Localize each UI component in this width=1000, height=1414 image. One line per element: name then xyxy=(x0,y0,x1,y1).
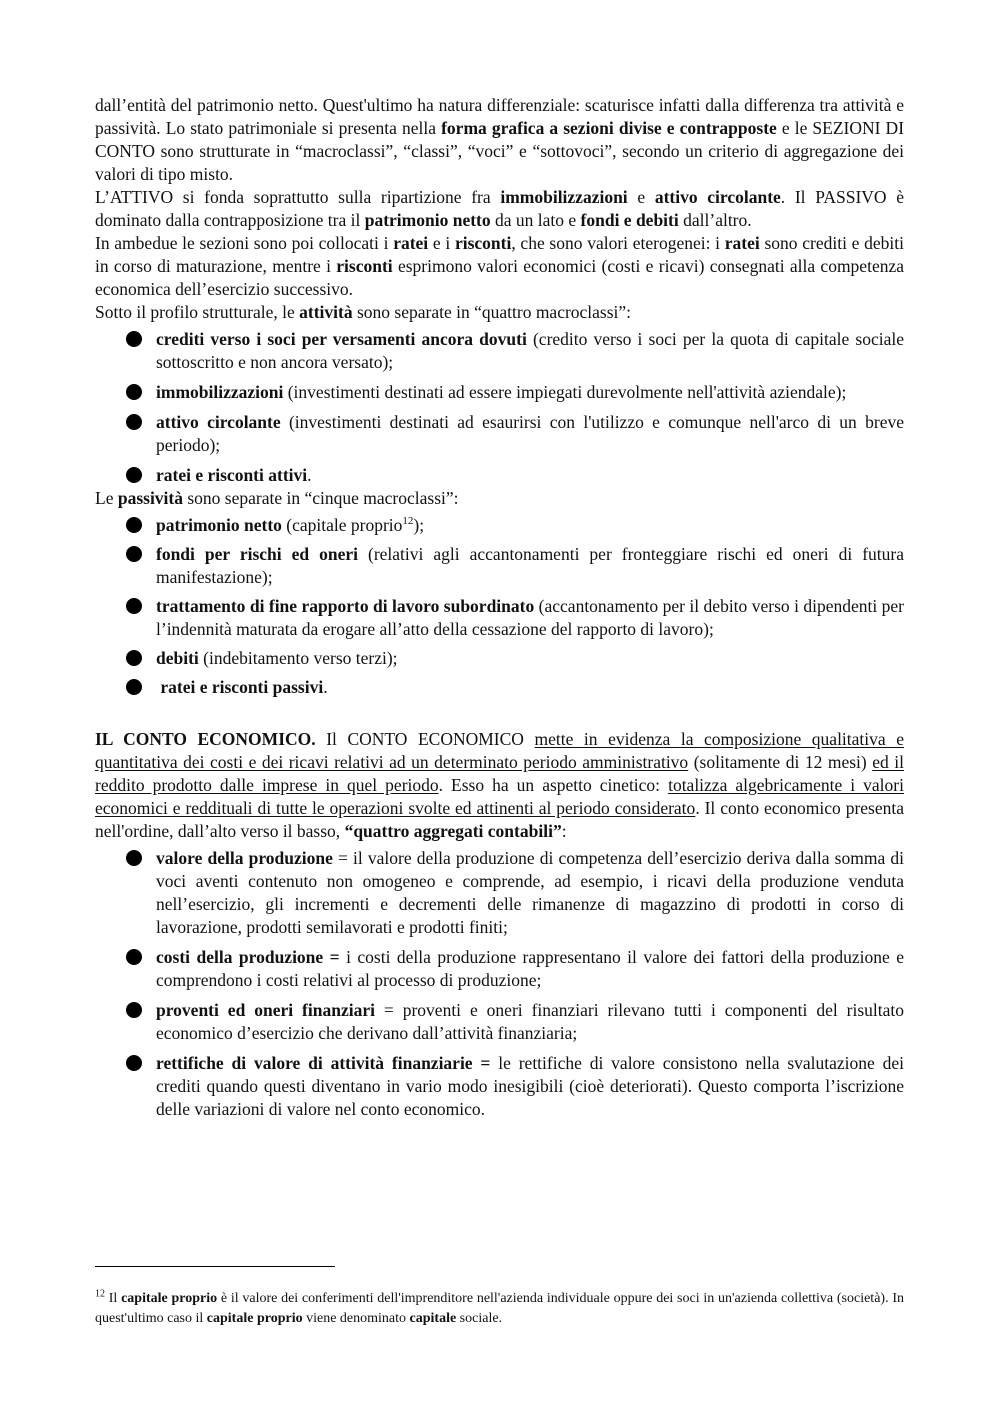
text: sono crediti e debiti in corso di maturazione, mentre i xyxy=(95,233,904,276)
text: (credito verso i soci per la quota di capitale sociale sottoscritto e non ancora versato); xyxy=(156,329,904,372)
underlined-text: mette in evidenza la composizione qualitativa e quantitativa dei costi e dei ricavi relativi ad un determinato periodo amministrativo xyxy=(95,729,904,772)
bold-text: ratei xyxy=(393,233,429,253)
text: In ambedue le sezioni sono poi collocati i xyxy=(95,233,394,253)
text: le rettifiche di valore consistono nella svalutazione dei crediti quando questi diventano in vario modo inesigibili (cioè deteriorati). Questo comporta l’iscrizione delle variazioni di valore nel conto economico. xyxy=(156,1053,905,1119)
text: Le xyxy=(95,488,118,508)
conto-economico-paragraph xyxy=(95,728,904,843)
text: . Esso ha un aspetto cinetico: xyxy=(438,775,669,795)
bold-text: forma grafica a sezioni divise e contrapposte xyxy=(441,118,777,138)
bold-text: attivo circolante xyxy=(156,412,281,432)
text: Il CONTO ECONOMICO xyxy=(315,729,535,749)
text: da un lato e xyxy=(490,210,581,230)
bold-text: crediti verso i soci per versamenti ancora dovuti xyxy=(156,329,527,349)
attivita-list xyxy=(95,328,904,487)
text: Il xyxy=(105,1291,122,1306)
list-item xyxy=(95,381,904,404)
list-item xyxy=(95,514,904,537)
intro-paragraph xyxy=(95,94,904,186)
text: sono separate in “quattro macroclassi”: xyxy=(352,302,632,322)
section-heading: IL CONTO ECONOMICO. xyxy=(95,729,316,749)
text: ); xyxy=(413,515,425,535)
text: : xyxy=(561,821,567,841)
bold-text: immobilizzazioni xyxy=(156,382,284,402)
text: = il valore della produzione di competenza dell’esercizio deriva dalla somma di voci aventi contenuto non omogeneo e comprende, ad esempio, i ricavi della produzione venduta nell’esercizio, gli incrementi e decrementi delle rimanenze di magazzino di prodotti in corso di lavorazione, prodotti semilavorati e prodotti finiti; xyxy=(156,848,904,937)
bold-text: ratei e risconti attivi xyxy=(156,465,308,485)
text: = proventi e oneri finanziari rilevano tutti i componenti del risultato economico d’esercizio che derivano dall’attività finanziaria; xyxy=(156,1000,904,1043)
bold-text: capitale proprio xyxy=(206,1311,303,1326)
bold-text: proventi ed oneri finanziari xyxy=(156,1000,375,1020)
spacer xyxy=(95,705,904,728)
page-body xyxy=(95,94,904,1128)
list-item xyxy=(95,946,904,992)
text: sociale. xyxy=(456,1311,503,1326)
text: e xyxy=(627,187,655,207)
footnote-number: 12 xyxy=(95,1288,105,1300)
text: (solitamente di 12 mesi) xyxy=(688,752,873,772)
text: . xyxy=(307,465,312,485)
bold-text: valore della produzione xyxy=(156,848,333,868)
bold-text: debiti xyxy=(156,648,199,668)
bold-text: rettifiche di valore di attività finanziarie = xyxy=(156,1053,491,1073)
bold-text: immobilizzazioni xyxy=(500,187,628,207)
text: , che sono valori eterogenei: i xyxy=(511,233,725,253)
bold-text: capitale xyxy=(409,1311,457,1326)
passivita-intro xyxy=(95,487,904,510)
text: (relativi agli accantonamenti per fronteggiare rischi ed oneri di futura manifestazione); xyxy=(156,544,904,587)
bold-text: attivo circolante xyxy=(654,187,781,207)
list-item xyxy=(95,464,904,487)
list-item xyxy=(95,999,904,1045)
underlined-text: totalizza algebricamente i valori economici e reddituali di tutte le operazioni svolte ed attinenti al periodo considerato xyxy=(95,775,904,818)
list-item xyxy=(95,676,904,699)
attivo-paragraph xyxy=(95,186,904,232)
list-item xyxy=(95,847,904,939)
bold-text: fondi e debiti xyxy=(580,210,679,230)
list-item xyxy=(95,328,904,374)
bold-text: risconti xyxy=(454,233,512,253)
aggregati-list xyxy=(95,847,904,1121)
text: (investimenti destinati ad esaurirsi con l'utilizzo e comunque nell'arco di un breve periodo); xyxy=(156,412,904,455)
list-item xyxy=(95,647,904,670)
text: sono separate in “cinque macroclassi”: xyxy=(183,488,459,508)
footnote-reference[interactable]: 12 xyxy=(402,515,414,528)
text: . Il conto economico presenta nell'ordine, dall’alto verso il basso, xyxy=(95,798,904,841)
list-item xyxy=(95,595,904,641)
bold-text: attività xyxy=(299,302,353,322)
bold-text: patrimonio netto xyxy=(364,210,491,230)
text: L’ATTIVO si fonda soprattutto sulla ripartizione fra xyxy=(95,187,501,207)
text: dall’entità del patrimonio netto. Quest'ultimo ha natura differenziale: scaturisce infatti dalla differenza tra attività e passività. Lo stato patrimoniale si presenta nella xyxy=(95,95,904,138)
text: (capitale proprio xyxy=(281,515,403,535)
text: i costi della produzione rappresentano il valore dei fattori della produzione e comprendono i costi relativi al processo di produzione; xyxy=(156,947,904,990)
ratei-paragraph xyxy=(95,232,904,301)
text: (investimenti destinati ad essere impiegati durevolmente nell'attività aziendale); xyxy=(283,382,847,402)
attivita-intro xyxy=(95,301,904,324)
text: e i xyxy=(428,233,455,253)
text: . Il PASSIVO è dominato dalla contrapposizione tra il xyxy=(95,187,904,230)
text: dall’altro. xyxy=(678,210,752,230)
bold-text: ratei xyxy=(724,233,760,253)
text: e le SEZIONI DI CONTO sono strutturate in “macroclassi”, “classi”, “voci” e “sottovoci”, secondo un criterio di aggregazione dei valori di tipo misto. xyxy=(95,118,905,184)
bold-text: ratei e risconti passivi xyxy=(156,677,324,697)
text: è il valore dei conferimenti dell'imprenditore nell'azienda individuale oppure dei soci in un'azienda collettiva (società). In quest'ultimo caso il xyxy=(95,1291,904,1326)
text: . xyxy=(323,677,328,697)
list-item xyxy=(95,1052,904,1121)
bold-text: patrimonio netto xyxy=(156,515,282,535)
passivita-list xyxy=(95,514,904,699)
text: viene denominato xyxy=(302,1311,410,1326)
text: Sotto il profilo strutturale, le xyxy=(95,302,300,322)
text: (indebitamento verso terzi); xyxy=(198,648,398,668)
text: esprimono valori economici (costi e ricavi) consegnati alla competenza economica dell’esercizio successivo. xyxy=(95,256,904,299)
bold-text: capitale proprio xyxy=(121,1291,218,1306)
text: (accantonamento per il debito verso i dipendenti per l’indennità maturata da erogare all’atto della cessazione del rapporto di lavoro); xyxy=(156,596,905,639)
footnote xyxy=(95,1289,904,1329)
underlined-text: ed il reddito prodotto dalle imprese in quel periodo xyxy=(95,752,904,795)
bold-text: “quattro aggregati contabili” xyxy=(344,821,562,841)
bold-text: fondi per rischi ed oneri xyxy=(156,544,359,564)
bold-text: trattamento di fine rapporto di lavoro subordinato xyxy=(156,596,535,616)
footnote-divider xyxy=(95,1266,335,1267)
list-item xyxy=(95,543,904,589)
bold-text: costi della produzione = xyxy=(156,947,340,967)
bold-text: passività xyxy=(117,488,183,508)
list-item xyxy=(95,411,904,457)
bold-text: risconti xyxy=(336,256,393,276)
